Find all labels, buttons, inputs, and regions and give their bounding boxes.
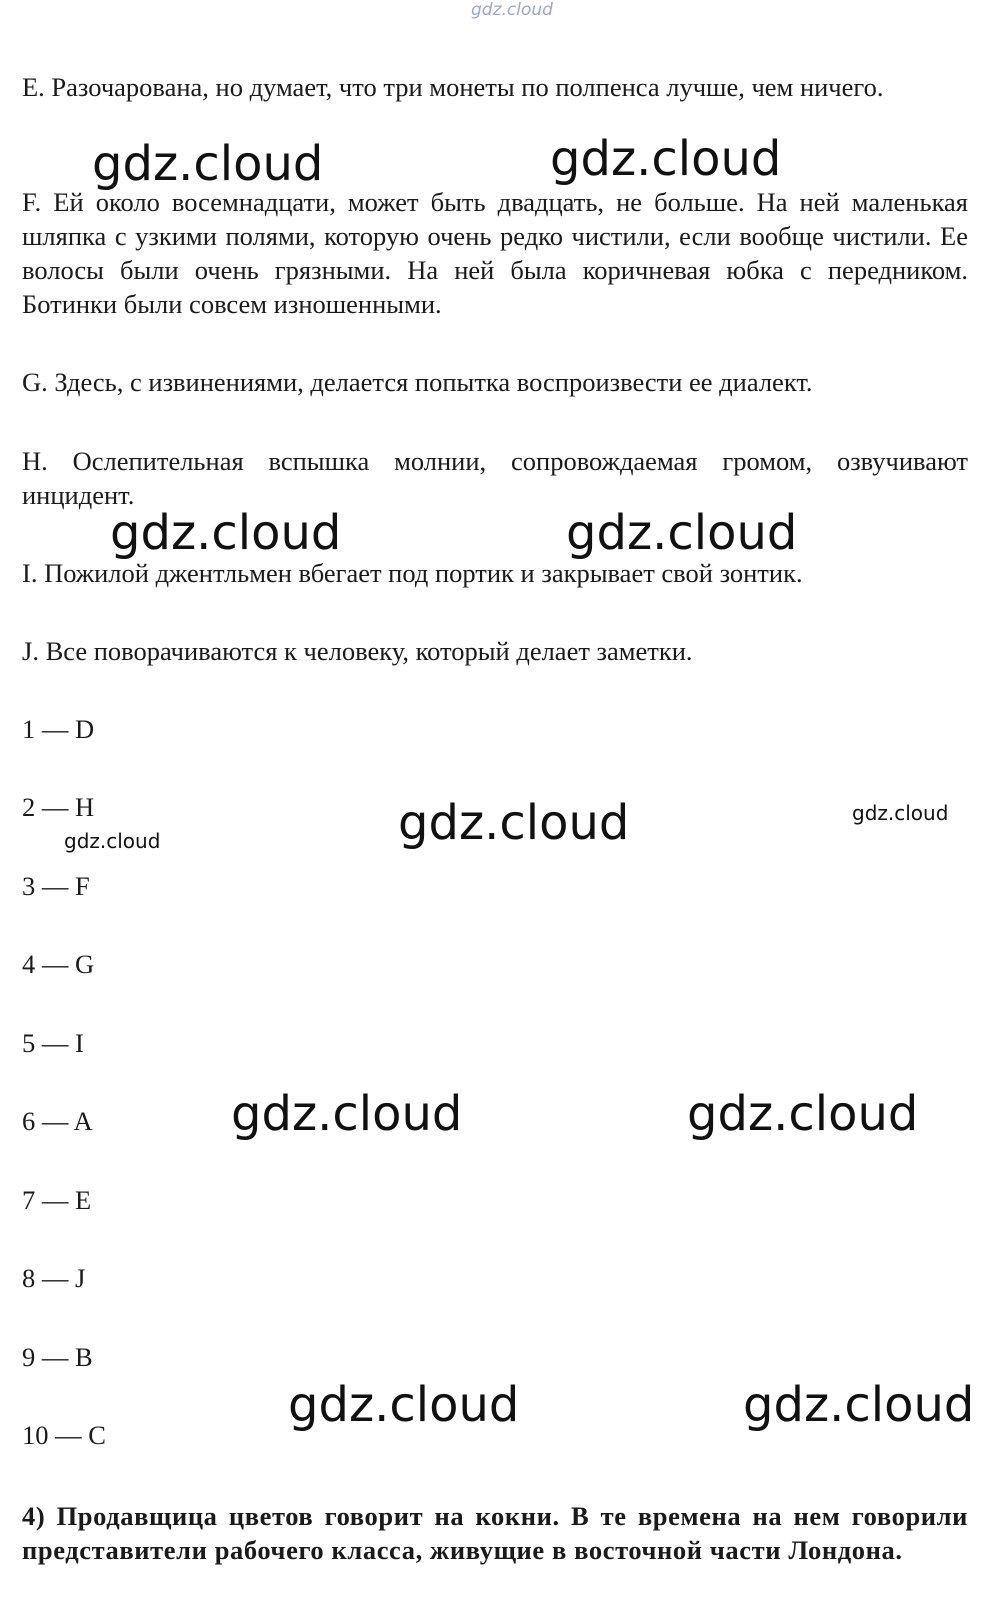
watermark: gdz.cloud — [398, 795, 630, 851]
paragraph-e: E. Разочарована, но думает, что три монеты по полпенса лучше, чем ничего. — [22, 72, 884, 102]
answer-item: 3 — F — [22, 871, 90, 901]
answer-item: 9 — B — [22, 1342, 93, 1372]
answer-item: 2 — H — [22, 792, 95, 822]
header-watermark: gdz.cloud — [471, 0, 553, 20]
watermark: gdz.cloud — [110, 505, 342, 561]
watermark: gdz.cloud — [64, 829, 161, 853]
watermark: gdz.cloud — [687, 1086, 919, 1142]
paragraph-h: H. Ослепительная вспышка молнии, сопровождаемая громом, озвучивают инцидент. — [22, 446, 968, 510]
watermark: gdz.cloud — [231, 1086, 463, 1142]
watermark: gdz.cloud — [852, 801, 949, 825]
watermark: gdz.cloud — [743, 1377, 975, 1433]
answer-item: 6 — A — [22, 1106, 93, 1136]
answer-item: 1 — D — [22, 714, 95, 744]
answer-item: 5 — I — [22, 1028, 84, 1058]
watermark: gdz.cloud — [550, 131, 782, 187]
answer-item: 8 — J — [22, 1263, 86, 1293]
answer-item: 7 — E — [22, 1185, 92, 1215]
paragraph-i: I. Пожилой джентльмен вбегает под портик и закрывает свой зонтик. — [22, 558, 803, 588]
watermark: gdz.cloud — [288, 1377, 520, 1433]
watermark: gdz.cloud — [566, 505, 798, 561]
paragraph-j: J. Все поворачиваются к человеку, который делает заметки. — [22, 636, 693, 666]
paragraph-g: G. Здесь, с извинениями, делается попытка воспроизвести ее диалект. — [22, 367, 813, 397]
answer-item: 10 — C — [22, 1420, 106, 1450]
watermark: gdz.cloud — [92, 136, 324, 192]
answer-item: 4 — G — [22, 949, 95, 979]
final-paragraph: 4) Продавщица цветов говорит на кокни. В те времена на нем говорили представители рабочего класса, живущие в восточной части Лондона. — [22, 1501, 968, 1565]
paragraph-f: F. Ей около восемнадцати, может быть двадцать, не больше. На ней маленькая шляпка с узкими полями, которую очень редко чистили, если вообще чистили. Ее волосы были очень грязными. На ней была коричневая юбка с передником. Ботинки были совсем изношенными. — [22, 187, 968, 319]
